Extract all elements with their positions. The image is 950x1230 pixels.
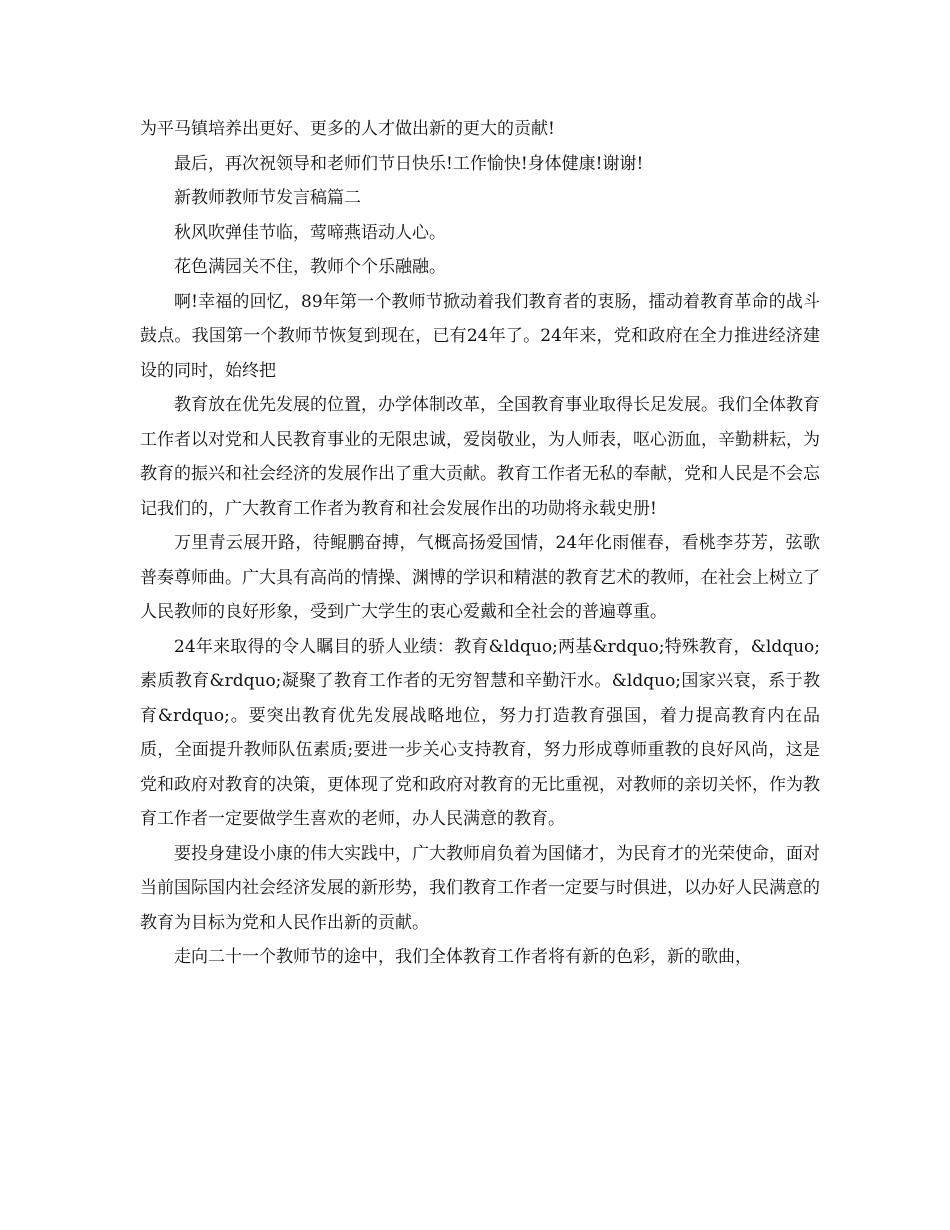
paragraph-2: 最后，再次祝领导和老师们节日快乐!工作愉快!身体健康!谢谢!: [174, 153, 644, 174]
paragraph-9: 24年来取得的令人瞩目的骄人业绩：教育&ldquo;两基&rdquo;特殊教育，&ldquo;素质教育&rdquo;凝聚了教育工作者的无穷智慧和辛勤汗水。&ldquo;国家兴衰，系于教育&rdquo;。要突出教育优先发展战略地位，努力打造教育强国，着力提高教育内在品质，全面提升教师队伍素质;要进一步关心支持教育，努力形成尊师重教的良好风尚，这是党和政府对教育的决策，更体现了党和政府对教育的无比重视，对教师的亲切关怀，作为教育工作者一定要做学生喜欢的老师，办人民满意的教育。: [140, 636, 820, 829]
paragraph-1: 为平马镇培养出更好、更多的人才做出新的更大的贡献!: [140, 119, 555, 139]
section-title: 新教师教师节发言稿篇二: [174, 188, 361, 208]
paragraph-7: 教育放在优先发展的位置，办学体制改革，全国教育事业取得长足发展。我们全体教育工作者以对党和人民教育事业的无限忠诚，爱岗敬业，为人师表，呕心沥血，辛勤耕耘，为教育的振兴和社会经济的发展作出了重大贡献。教育工作者无私的奉献，党和人民是不会忘记我们的，广大教育工作者为教育和社会发展作出的功勋将永载史册!: [140, 395, 820, 519]
paragraph-8: 万里青云展开路，待鲲鹏奋搏，气概高扬爱国情，24年化雨催春，看桃李芬芳，弦歌普奏尊师曲。广大具有高尚的情操、渊博的学识和精湛的教育艺术的教师，在社会上树立了人民教师的良好形象，受到广大学生的衷心爱戴和全社会的普遍尊重。: [140, 533, 820, 622]
paragraph-11: 走向二十一个教师节的途中，我们全体教育工作者将有新的色彩，新的歌曲，: [174, 947, 752, 967]
document-body: [140, 112, 820, 975]
paragraph-10: 要投身建设小康的伟大实践中，广大教师肩负着为国储才，为民育才的光荣使命，面对当前国际国内社会经济发展的新形势，我们教育工作者一定要与时俱进，以办好人民满意的教育为目标为党和人民作出新的贡献。: [140, 843, 820, 933]
poem-line-2: 花色满园关不住，教师个个乐融融。: [174, 257, 446, 277]
poem-line-1: 秋风吹弹佳节临，莺啼燕语动人心。: [174, 222, 446, 243]
paragraph-6: 啊!幸福的回忆，89年第一个教师节掀动着我们教育者的衷肠，擂动着教育革命的战斗鼓点。我国第一个教师节恢复到现在，已有24年了。24年来，党和政府在全力推进经济建设的同时，始终把: [140, 291, 820, 381]
